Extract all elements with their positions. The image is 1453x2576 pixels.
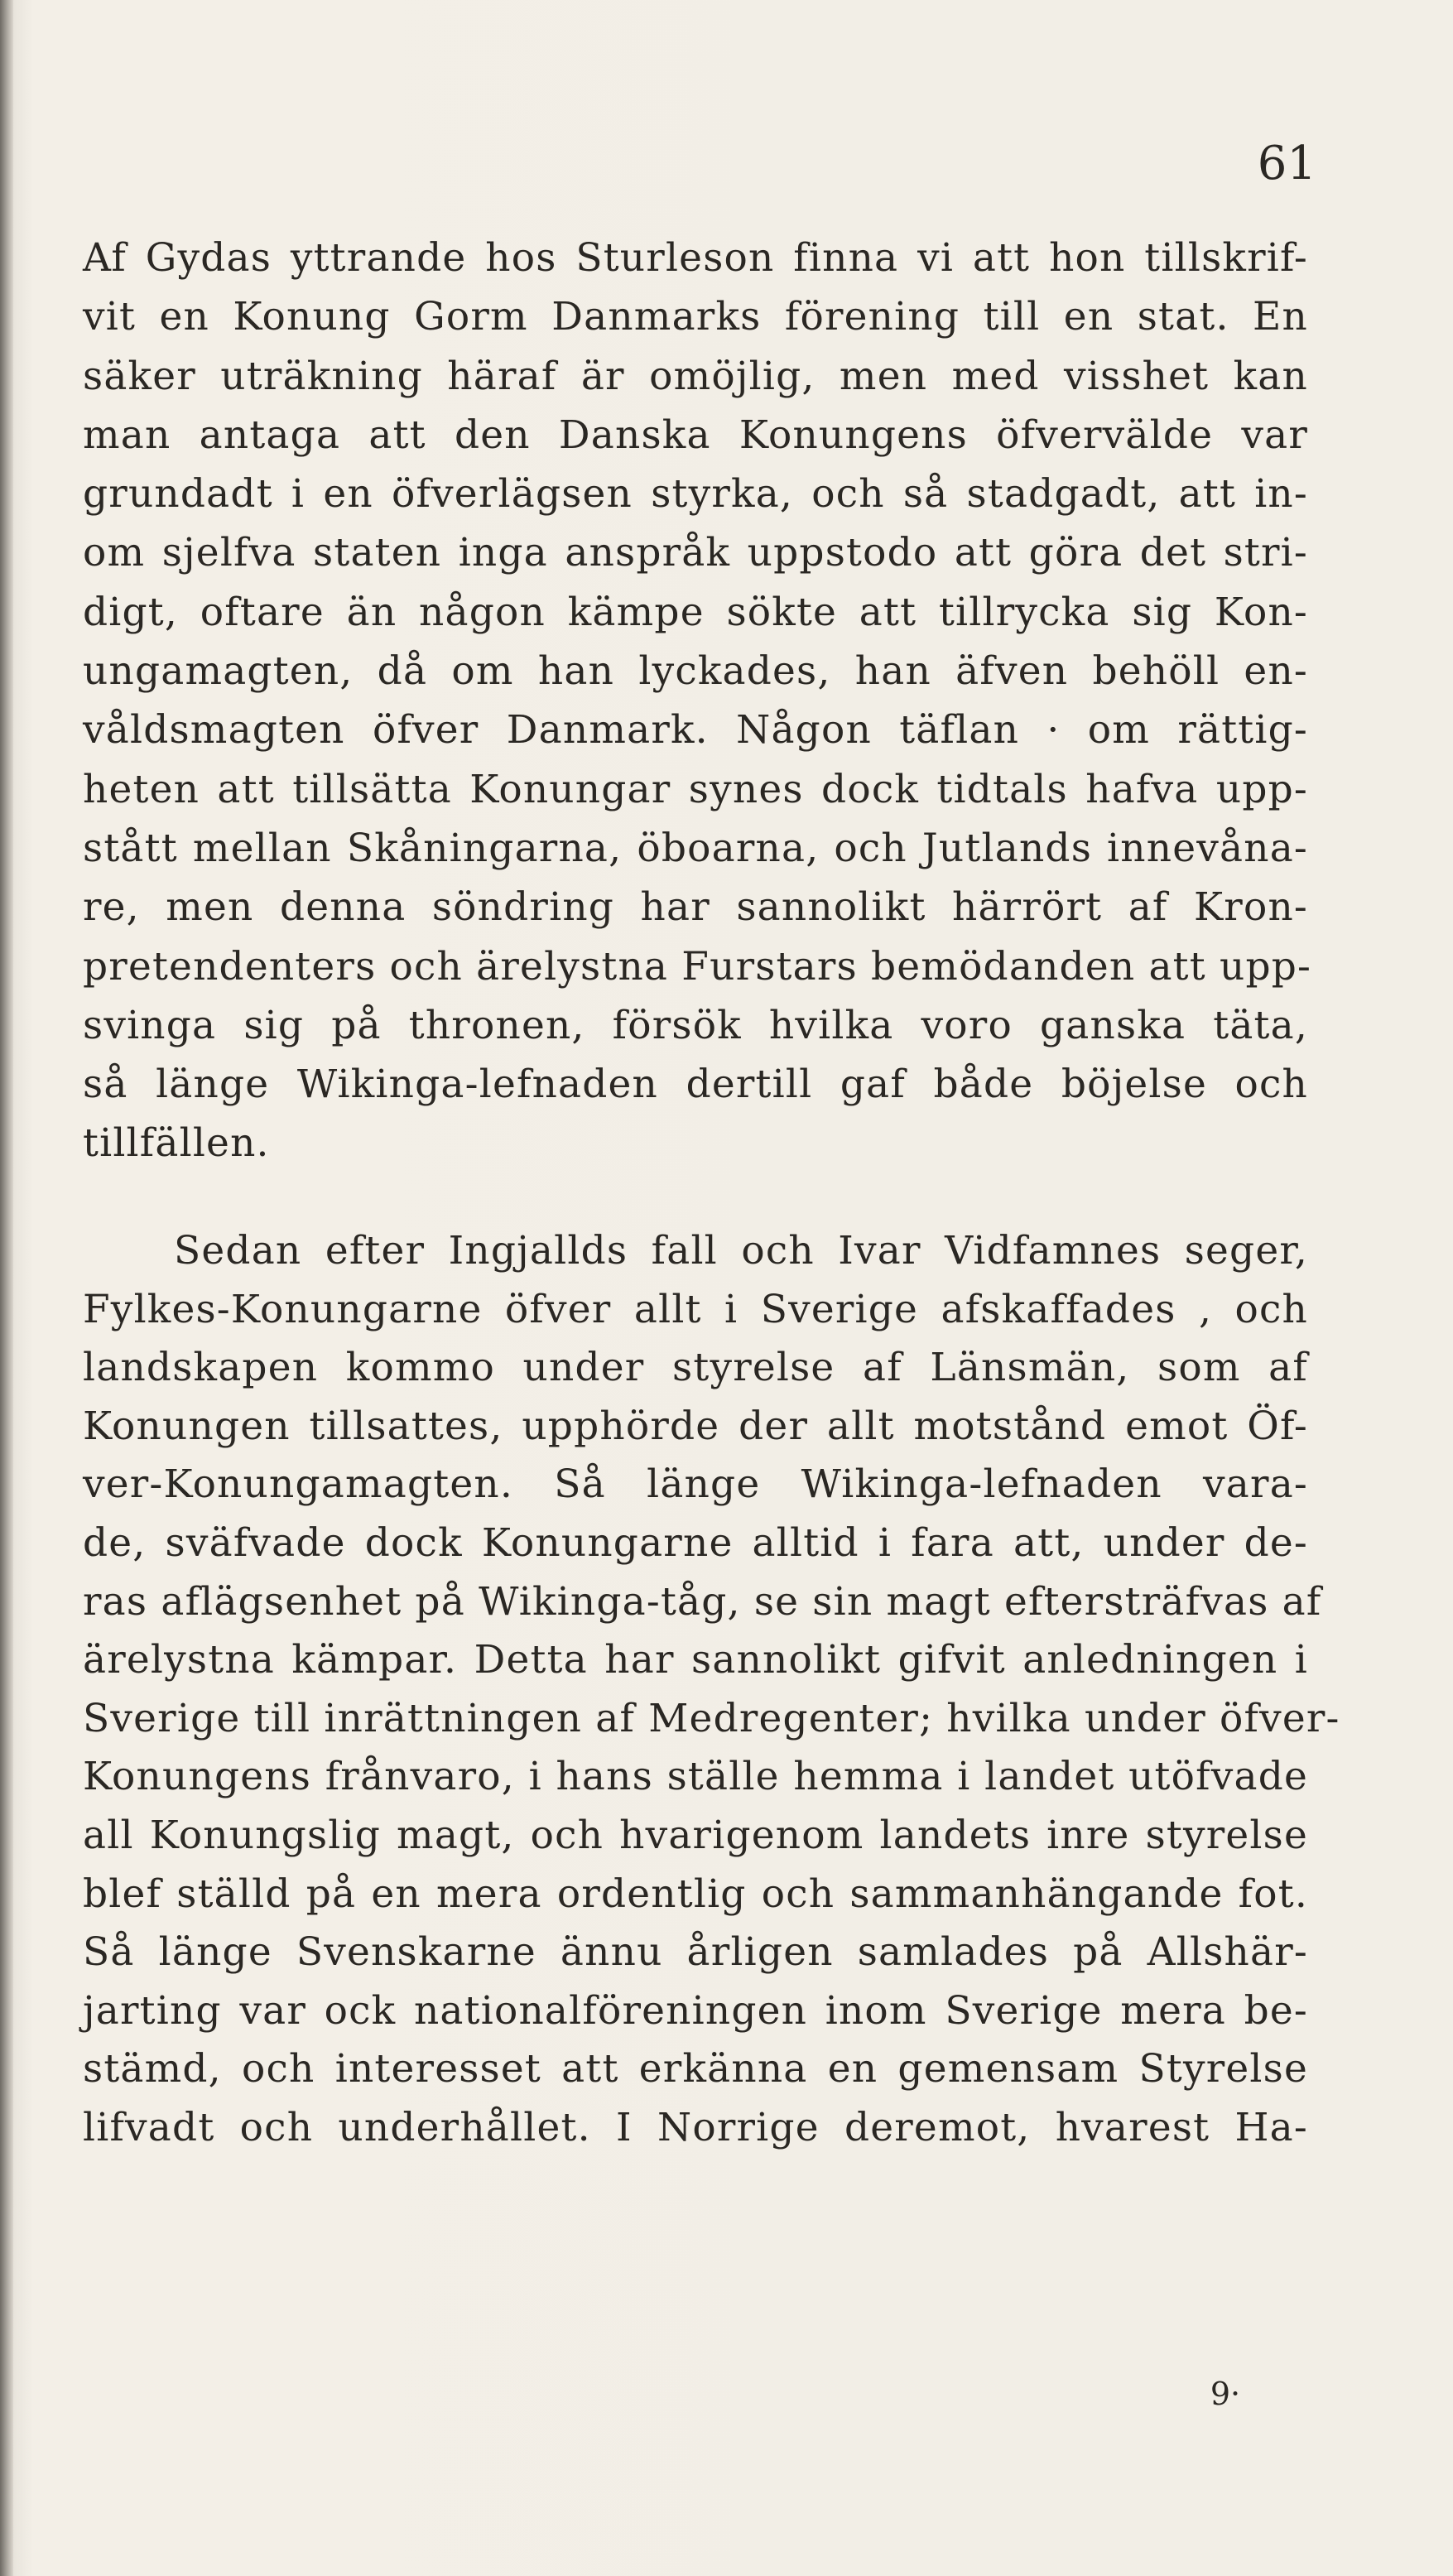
text-line: stämd, och interesset att erkänna en gemensam Styrelse [83, 2046, 1308, 2092]
page-binding-edge [0, 0, 13, 2576]
text-line: så länge Wikinga-lefnaden dertill gaf både böjelse och [83, 1062, 1308, 1108]
text-line: Sverige till inrättningen af Medregenter; hvilka under öfver- [83, 1695, 1340, 1741]
text-line: ras aflägsenhet på Wikinga-tåg, se sin magt eftersträfvas af [83, 1578, 1322, 1625]
text-line: tillfällen. [83, 1120, 270, 1167]
text-line: blef ställd på en mera ordentlig och sammanhängande fot. [83, 1871, 1308, 1917]
text-line: våldsmagten öfver Danmark. Någon täflan · om rättig- [83, 707, 1308, 754]
text-line: säker uträkning häraf är omöjlig, men med visshet kan [83, 353, 1308, 399]
text-line: svinga sig på thronen, försök hvilka voro ganska täta, [83, 1002, 1308, 1048]
text-line: om sjelfva staten inga anspråk uppstodo att göra det stri- [83, 530, 1308, 576]
text-line: Af Gydas yttrande hos Sturleson finna vi att hon tillskrif- [83, 235, 1308, 281]
text-line: re, men denna söndring har sannolikt härrört af Kron- [83, 884, 1308, 931]
text-line: vit en Konung Gorm Danmarks förening till en stat. En [83, 294, 1308, 340]
text-line: heten att tillsätta Konungar synes dock tidtals hafva upp- [83, 766, 1308, 812]
text-line: ärelystna kämpar. Detta har sannolikt gifvit anledningen i [83, 1637, 1308, 1683]
text-line: Konungen tillsattes, upphörde der allt motstånd emot Öf- [83, 1403, 1308, 1449]
text-line: man antaga att den Danska Konungens öfvervälde var [83, 412, 1308, 458]
text-line: grundadt i en öfverlägsen styrka, och så stadgadt, att in- [83, 471, 1308, 518]
text-line: ver-Konungamagten. Så länge Wikinga-lefnaden vara- [83, 1461, 1308, 1508]
paragraph-2 [83, 1222, 1340, 2158]
page-number: 61 [1257, 137, 1316, 190]
text-line: stått mellan Skåningarna, öboarna, och Jutlands innevåna- [83, 825, 1308, 871]
text-line: all Konungslig magt, och hvarigenom landets inre styrelse [83, 1812, 1308, 1858]
signature-mark: 9· [1210, 2376, 1241, 2412]
text-line: ungamagten, då om han lyckades, han äfven behöll en- [83, 648, 1308, 695]
text-line: de, sväfvade dock Konungarne alltid i fara att, under de- [83, 1519, 1308, 1566]
text-line: landskapen kommo under styrelse af Länsmän, som af [83, 1345, 1308, 1391]
text-line: digt, oftare än någon kämpe sökte att tillrycka sig Kon- [83, 589, 1308, 635]
paragraph-1 [83, 229, 1312, 1173]
text-line: Så länge Svenskarne ännu årligen samlades på Allshär- [83, 1929, 1308, 1976]
text-line: pretendenters och ärelystna Furstars bemödanden att upp- [83, 943, 1312, 989]
text-line: lifvadt och underhållet. I Norrige deremot, hvarest Ha- [83, 2104, 1308, 2150]
text-line: Fylkes-Konungarne öfver allt i Sverige afskaffades , och [83, 1286, 1308, 1332]
text-line: jarting var ock nationalföreningen inom Sverige mera be- [83, 1987, 1308, 2034]
text-line: Konungens frånvaro, i hans ställe hemma i landet utöfvade [83, 1754, 1308, 1800]
text-line: Sedan efter Ingjallds fall och Ivar Vidfamnes seger, [174, 1228, 1308, 1274]
